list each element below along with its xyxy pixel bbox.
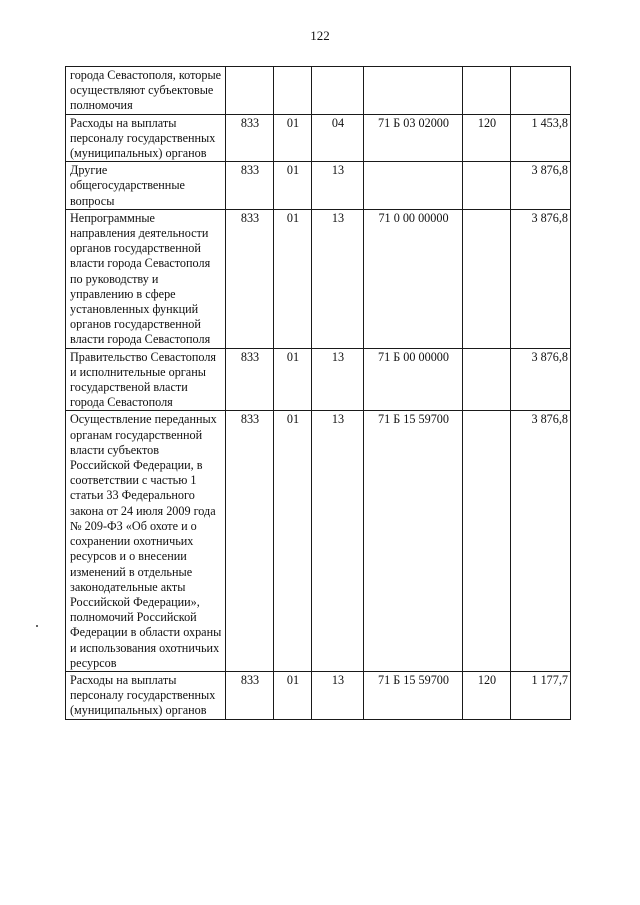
amount-cell: 3 876,8 xyxy=(511,411,571,671)
target-article-cell: 71 0 00 00000 xyxy=(364,209,463,348)
amount-cell: 3 876,8 xyxy=(511,162,571,210)
subsection-code-cell: 13 xyxy=(312,162,364,210)
expense-type-cell xyxy=(463,209,511,348)
section-code-cell: 01 xyxy=(274,348,312,411)
amount-cell: 1 453,8 xyxy=(511,114,571,162)
table-row xyxy=(66,411,571,671)
subsection-code-cell xyxy=(312,67,364,115)
amount-cell: 1 177,7 xyxy=(511,671,571,719)
department-code-cell: 833 xyxy=(226,162,274,210)
table-row xyxy=(66,209,571,348)
table-row xyxy=(66,114,571,162)
section-code-cell xyxy=(274,67,312,115)
target-article-cell: 71 Б 15 59700 xyxy=(364,411,463,671)
subsection-code-cell: 13 xyxy=(312,671,364,719)
expense-type-cell xyxy=(463,411,511,671)
department-code-cell: 833 xyxy=(226,671,274,719)
row-name-cell: Другие общегосударственные вопросы xyxy=(66,162,226,210)
amount-cell xyxy=(511,67,571,115)
target-article-cell xyxy=(364,67,463,115)
row-name-cell: Расходы на выплаты персоналу государственных (муниципальных) органов xyxy=(66,114,226,162)
target-article-cell: 71 Б 03 02000 xyxy=(364,114,463,162)
expense-type-cell: 120 xyxy=(463,114,511,162)
table-row xyxy=(66,162,571,210)
section-code-cell: 01 xyxy=(274,671,312,719)
expense-type-cell xyxy=(463,162,511,210)
budget-table xyxy=(65,66,571,720)
subsection-code-cell: 13 xyxy=(312,209,364,348)
row-name-cell: Расходы на выплаты персоналу государственных (муниципальных) органов xyxy=(66,671,226,719)
subsection-code-cell: 13 xyxy=(312,411,364,671)
row-name-cell: Правительство Севастополя и исполнительные органы государственой власти города Севастополя xyxy=(66,348,226,411)
department-code-cell: 833 xyxy=(226,348,274,411)
row-name-cell: Осуществление переданных органам государственной власти субъектов Российской Федерации, в соответствии с частью 1 статьи 33 Федерального закона от 24 июля 2009 года № 209-ФЗ «Об охоте и о сохранении охотничьих ресурсов и о внесении изменений в отдельные законодательные акты Российской Федерации», полномочий Российской Федерации в области охраны и использования охотничьих ресурсов xyxy=(66,411,226,671)
target-article-cell: 71 Б 00 00000 xyxy=(364,348,463,411)
department-code-cell: 833 xyxy=(226,411,274,671)
department-code-cell: 833 xyxy=(226,209,274,348)
row-name-cell: Непрограммные направления деятельности органов государственной власти города Севастополя по руководству и управлению в сфере установленных функций органов государственной власти города Севастополя xyxy=(66,209,226,348)
section-code-cell: 01 xyxy=(274,114,312,162)
department-code-cell xyxy=(226,67,274,115)
row-name-cell: города Севастополя, которые осуществляют субъектовые полномочия xyxy=(66,67,226,115)
section-code-cell: 01 xyxy=(274,209,312,348)
subsection-code-cell: 04 xyxy=(312,114,364,162)
expense-type-cell: 120 xyxy=(463,671,511,719)
expense-type-cell xyxy=(463,348,511,411)
amount-cell: 3 876,8 xyxy=(511,209,571,348)
expense-type-cell xyxy=(463,67,511,115)
table-row xyxy=(66,671,571,719)
page-number: 122 xyxy=(310,28,330,43)
table-row xyxy=(66,67,571,115)
subsection-code-cell: 13 xyxy=(312,348,364,411)
section-code-cell: 01 xyxy=(274,162,312,210)
target-article-cell xyxy=(364,162,463,210)
scan-speck xyxy=(36,625,38,627)
table-row xyxy=(66,348,571,411)
target-article-cell: 71 Б 15 59700 xyxy=(364,671,463,719)
section-code-cell: 01 xyxy=(274,411,312,671)
amount-cell: 3 876,8 xyxy=(511,348,571,411)
department-code-cell: 833 xyxy=(226,114,274,162)
